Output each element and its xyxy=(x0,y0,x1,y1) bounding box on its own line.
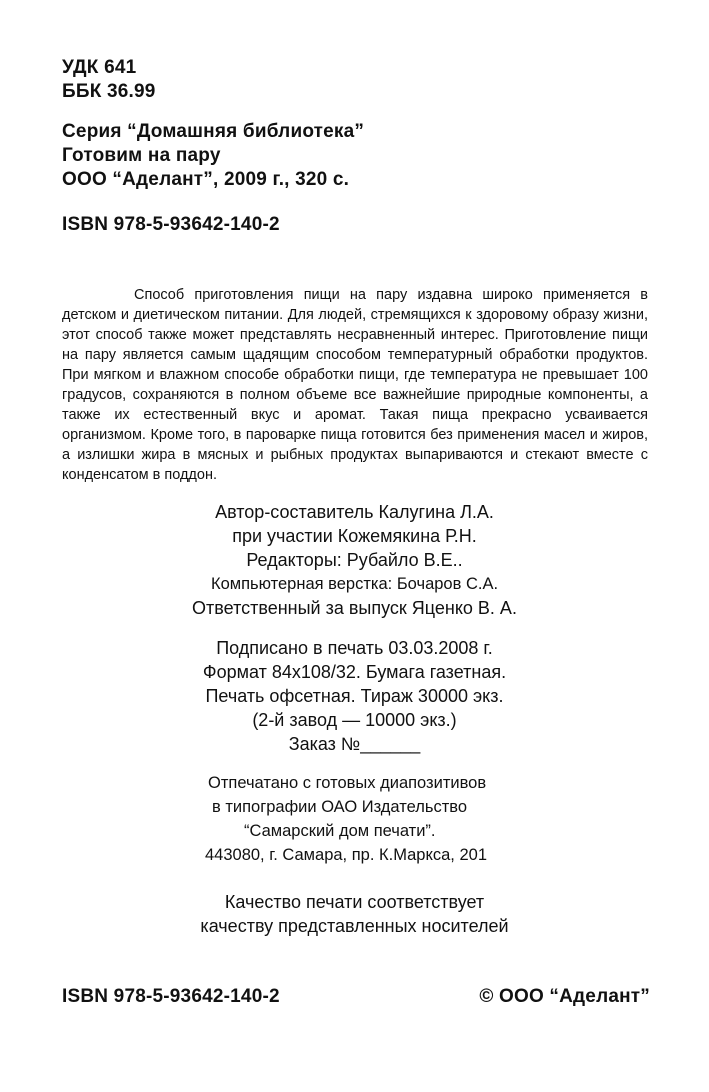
isbn-bottom: ISBN 978-5-93642-140-2 xyxy=(62,986,280,1007)
editors-line: Редакторы: Рубайло В.Е.. xyxy=(246,550,463,570)
abstract-paragraph: Способ приготовления пищи на пару издавна широко применяется в детском и диетическом питании. Для людей, стремящихся к здоровому образу жизни, этот способ также может представлять несравненный интерес. Приготовление пищи на пару является самым щадящим способом температурный обработки продуктов. При мягком и влажном способе обработки пищи, где температура не превышает 100 градусов, сохраняются в полном объеме все важнейшие природные компоненты, а также их естественный вкус и аромат. Такая пища прекрасно усваивается организмом. Кроме того, в пароварке пища готовится без применения масел и жиров, а излишки жира в мясных и рыбных продуктах выпариваются и стекают вместе с конденсатом в поддон. xyxy=(62,287,648,483)
isbn-top: ISBN 978-5-93642-140-2 xyxy=(62,214,280,235)
quality-line-2: качеству представленных носителей xyxy=(200,916,509,936)
isbn-block xyxy=(62,213,280,237)
layout-line: Компьютерная верстка: Бочаров С.А. xyxy=(210,575,499,593)
copyright: © ООО “Аделант” xyxy=(479,986,650,1007)
classification-codes xyxy=(62,56,156,104)
order-line: Заказ №______ xyxy=(288,734,421,754)
format-line: Формат 84x108/32. Бумага газетная. xyxy=(202,662,507,682)
signed-line: Подписано в печать 03.03.2008 г. xyxy=(216,638,493,658)
quality-note xyxy=(0,890,709,938)
participation-line: при участии Кожемякина Р.Н. xyxy=(232,526,477,546)
printer-address: 443080, г. Самара, пр. К.Маркса, 201 xyxy=(205,846,488,864)
responsible-line: Ответственный за выпуск Яценко В. А. xyxy=(192,598,517,618)
series-info xyxy=(62,120,364,192)
printer-line-2: в типографии ОАО Издательство xyxy=(212,798,468,816)
footer xyxy=(62,985,650,1009)
author-line: Автор-составитель Калугина Л.А. xyxy=(215,502,494,522)
credits-block xyxy=(0,500,709,620)
printer-block xyxy=(0,771,709,867)
bbk-code: ББК 36.99 xyxy=(62,81,156,102)
imprint-block xyxy=(0,636,709,756)
udk-code: УДК 641 xyxy=(62,57,137,78)
plant-line: (2-й завод — 10000 экз.) xyxy=(252,710,457,730)
printer-line-3: “Самарский дом печати”. xyxy=(244,822,436,840)
book-title: Готовим на пару xyxy=(62,145,221,166)
quality-line-1: Качество печати соответствует xyxy=(224,892,485,912)
print-line: Печать офсетная. Тираж 30000 экз. xyxy=(205,686,504,706)
series-line: Серия “Домашняя библиотека” xyxy=(62,121,365,142)
printer-line-1: Отпечатано с готовых диапозитивов xyxy=(208,774,487,792)
publisher-line: ООО “Аделант”, 2009 г., 320 с. xyxy=(62,169,350,190)
